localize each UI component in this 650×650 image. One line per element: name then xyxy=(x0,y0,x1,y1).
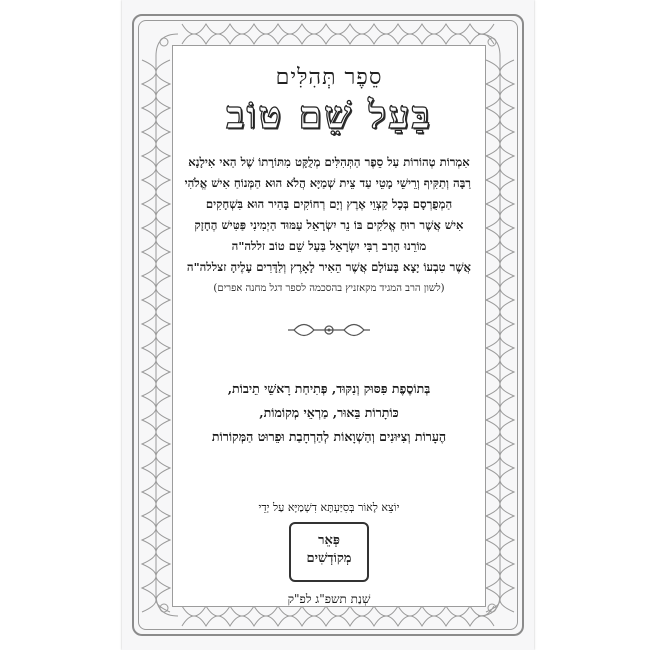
year-line: שְׁנַת תשפ"ג לפ"ק xyxy=(287,592,371,606)
publisher-logo-line: פְּאֵר xyxy=(318,533,340,548)
additions-block xyxy=(173,377,485,449)
title-page xyxy=(122,0,534,650)
publisher-logo-text xyxy=(291,532,367,568)
description-line: אִישׁ אֲשֶׁר רוּחַ אֱלֹקִים בּוֹ נֵר יִשְׂרָאֵל עַמּוּד הַיְמִינִי פַּטִּישׁ הֶחָזָק xyxy=(194,218,464,232)
additions-line: הֶעָרוֹת וְצִיּוּנִים וְהַשְׁוָאוֹת לְהַרְחָבַת וּפֵרוּט הַמְּקוֹרוֹת xyxy=(211,429,447,444)
book-title-small: סֵפֶר תְּהִלִּים xyxy=(275,65,383,90)
publisher-logo xyxy=(289,522,369,582)
content-area xyxy=(172,45,486,607)
publisher-line: יוֹצֵא לָאוֹר בְּסִיַּעְתָּא דִשְׁמַיָּא עַל יְדֵי xyxy=(258,501,400,514)
description-block xyxy=(184,152,471,299)
book-title-large: בַּעַל שֵׁם טוֹב xyxy=(226,92,432,137)
description-line: אִמְרוֹת טְהוֹרוֹת עַל סֵפֶר הַתְּהִלִּים מְלֻקָּט מִתּוֹרָתוֹ שֶׁל הַאי אִילָנָא xyxy=(188,155,470,169)
additions-line: בְּתוֹסֶפֶת פִּסּוּק וְנִקּוּד, פְּתִיחַת רָאשֵׁי תֵיבוֹת, xyxy=(227,381,431,396)
description-line: רַבָּה וְתַקִּיף וְרֵישֵׁי מָטֵי עַד צֵית שְׁמַיָּא הֲלֹא הוּא הַמְּנוֹחַ אִישׁ אֱלֹהִי xyxy=(184,176,471,190)
description-line: אֲשֶׁר טִבְעוֹ יָצָא בָּעוֹלָם אֲשֶׁר הֵאִיר לָאָרֶץ וְלַדָּרִים עָלֶיהָ זצללה"ה xyxy=(186,260,471,274)
publisher-logo-line: מְקוֹדְשִׁים xyxy=(306,551,352,566)
additions-line: כּוֹתָרוֹת בֵּאוּר, מַרְאֵי מְקוֹמוֹת, xyxy=(259,405,399,420)
description-line: הַמְפֻרְסָם בְּכָל קַצְוֵי אֶרֶץ וְיָם רְחוֹקִים בָּהִיר הוּא בִּשְׁחָקִים xyxy=(205,197,453,211)
description-note: (לשון הרב המגיד מקאזניץ בהסכמה לספר דגל מחנה אפרים) xyxy=(213,283,445,294)
ornament-divider-icon xyxy=(284,317,374,343)
description-line: מוֹרֵנוּ הָרַב רַבִּי יִשְׂרָאֵל בַּעַל שֵׁם טוֹב זללה"ה xyxy=(231,239,427,253)
